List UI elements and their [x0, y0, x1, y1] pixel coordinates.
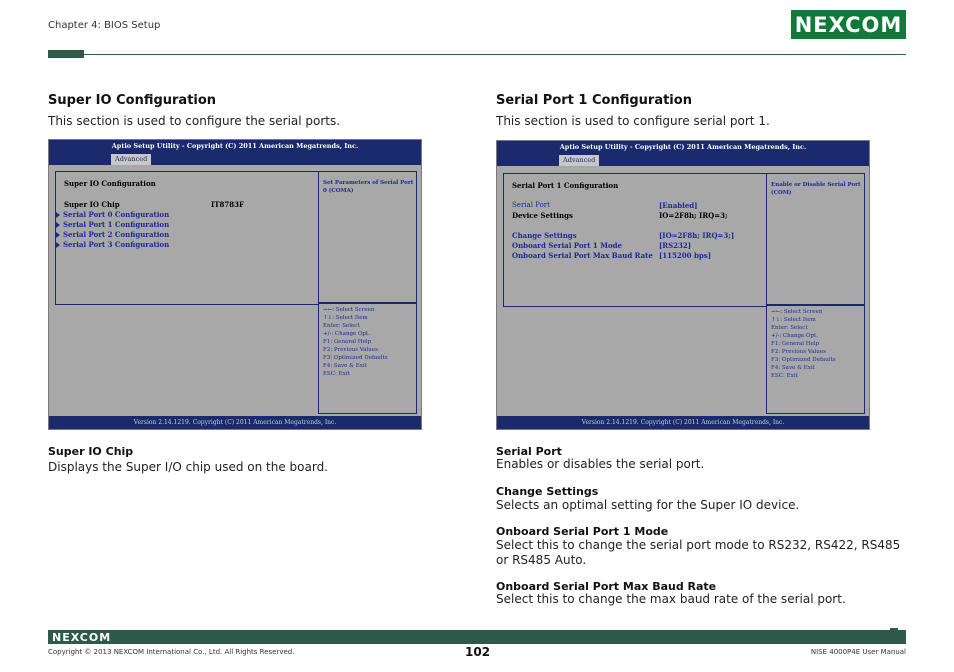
bios-key-hint: F2: Previous Values — [771, 349, 826, 355]
submenu-arrow-icon — [56, 232, 60, 238]
bios-footer: Version 2.14.1219. Copyright (C) 2011 American Megatrends, Inc. — [49, 416, 421, 429]
bios-key-hint: F2: Previous Values — [323, 347, 378, 353]
bios-menu-item[interactable]: Serial Port 1 Configuration — [56, 220, 169, 229]
bios-setting-label[interactable]: Onboard Serial Port Max Baud Rate — [512, 251, 653, 260]
footer-logo: NEXCOM — [52, 631, 112, 644]
logo-text: NEXCOM — [794, 12, 903, 37]
submenu-arrow-icon — [56, 222, 60, 228]
bios-help-line: 0 (COMA) — [323, 188, 354, 194]
bios-key-hint: ↑↓: Select Item — [323, 315, 368, 321]
footer-square-decoration — [890, 628, 898, 636]
desc-text: Displays the Super I/O chip used on the board. — [48, 460, 328, 474]
page-number: 102 — [465, 645, 491, 659]
bios-setting-value: IO=2F8h; IRQ=3; — [659, 211, 728, 220]
desc-text: Select this to change the serial port mode to RS232, RS422, RS485 or RS485 Auto. — [496, 538, 901, 567]
nexcom-logo — [791, 10, 906, 39]
bios-title-bar: Aptio Setup Utility - Copyright (C) 2011 American Megatrends, Inc. — [497, 141, 869, 154]
bios-key-hint: F1: General Help — [323, 339, 372, 345]
bios-menu-item[interactable]: Serial Port 2 Configuration — [56, 230, 169, 239]
bios-key-hint: F4: Save & Exit — [771, 365, 815, 371]
desc-term: Serial Port — [496, 445, 562, 458]
desc-text: Enables or disables the serial port. — [496, 457, 705, 471]
bios-panel-title: Super IO Configuration — [64, 179, 156, 188]
bios-help-line: (COM) — [771, 190, 792, 196]
bios-key-hint: F1: General Help — [771, 341, 820, 347]
bios-key-hint: F3: Optimized Defaults — [323, 355, 388, 361]
section-heading-serial-port-1: Serial Port 1 Configuration — [496, 93, 692, 108]
bios-key-hint: Enter: Select — [771, 325, 808, 331]
bios-chip-label: Super IO Chip — [64, 200, 120, 209]
footer-bar — [48, 630, 906, 644]
bios-key-hint: →←: Select Screen — [771, 309, 823, 315]
footer-square-decoration — [900, 638, 906, 644]
desc-text: Selects an optimal setting for the Super IO device. — [496, 498, 800, 512]
copyright-notice: Copyright © 2013 NEXCOM International Co., Ltd. All Rights Reserved. — [48, 648, 295, 656]
bios-chip-value: IT8783F — [211, 200, 244, 209]
bios-menu-item[interactable]: Serial Port 0 Configuration — [56, 210, 169, 219]
bios-key-hint: →←: Select Screen — [323, 307, 375, 313]
desc-term: Onboard Serial Port Max Baud Rate — [496, 580, 717, 593]
bios-setting-value[interactable]: [IO=2F8h; IRQ=3;] — [659, 231, 735, 240]
bios-screenshot-super-io — [48, 139, 422, 430]
bios-tab-advanced[interactable]: Advanced — [111, 154, 151, 165]
bios-screenshot-serial-port-1 — [496, 140, 870, 430]
bios-key-hint: Enter: Select — [323, 323, 360, 329]
section-heading-super-io: Super IO Configuration — [48, 93, 217, 108]
bios-main-panel — [503, 173, 767, 307]
bios-key-hint: F3: Optimized Defaults — [771, 357, 836, 363]
bios-setting-label[interactable]: Serial Port — [512, 201, 550, 209]
bios-tab-advanced[interactable]: Advanced — [559, 155, 599, 166]
bios-setting-value[interactable]: [RS232] — [659, 241, 692, 250]
bios-key-hint: ↑↓: Select Item — [771, 317, 816, 323]
submenu-arrow-icon — [56, 242, 60, 248]
manual-title: NISE 4000P4E User Manual — [810, 648, 906, 656]
bios-key-hint: ESC: Exit — [323, 371, 350, 377]
bios-tab-row — [497, 154, 869, 166]
bios-footer: Version 2.14.1219. Copyright (C) 2011 American Megatrends, Inc. — [497, 416, 869, 429]
bios-menu-item[interactable]: Serial Port 3 Configuration — [56, 240, 169, 249]
bios-help-line: Set Parameters of Serial Port — [323, 180, 414, 186]
bios-key-hint: F4: Save & Exit — [323, 363, 367, 369]
bios-panel-title: Serial Port 1 Configuration — [512, 181, 619, 190]
desc-text: Select this to change the max baud rate of the serial port. — [496, 592, 846, 606]
bios-setting-label[interactable]: Change Settings — [512, 231, 577, 240]
bios-key-hint: ESC: Exit — [771, 373, 798, 379]
bios-help-line: Enable or Disable Serial Port — [771, 182, 861, 188]
bios-key-hint: +/-: Change Opt. — [323, 331, 371, 337]
bios-setting-value[interactable]: [Enabled] — [659, 201, 698, 210]
desc-term: Onboard Serial Port 1 Mode — [496, 525, 669, 538]
bios-tab-row — [49, 153, 421, 165]
header-accent-bar — [48, 50, 84, 58]
chapter-title: Chapter 4: BIOS Setup — [48, 20, 161, 31]
bios-setting-value[interactable]: [115200 bps] — [659, 251, 712, 260]
desc-term: Super IO Chip — [48, 445, 134, 458]
bios-setting-label[interactable]: Onboard Serial Port 1 Mode — [512, 241, 622, 250]
bios-key-hint: +/-: Change Opt. — [771, 333, 819, 339]
bios-setting-label: Device Settings — [512, 211, 573, 220]
header-rule — [84, 54, 906, 55]
desc-term: Change Settings — [496, 485, 599, 498]
submenu-arrow-icon — [56, 212, 60, 218]
bios-title-bar: Aptio Setup Utility - Copyright (C) 2011 American Megatrends, Inc. — [49, 140, 421, 153]
section-intro-super-io: This section is used to configure the serial ports. — [48, 114, 341, 128]
section-intro-serial-port-1: This section is used to configure serial port 1. — [496, 114, 770, 128]
